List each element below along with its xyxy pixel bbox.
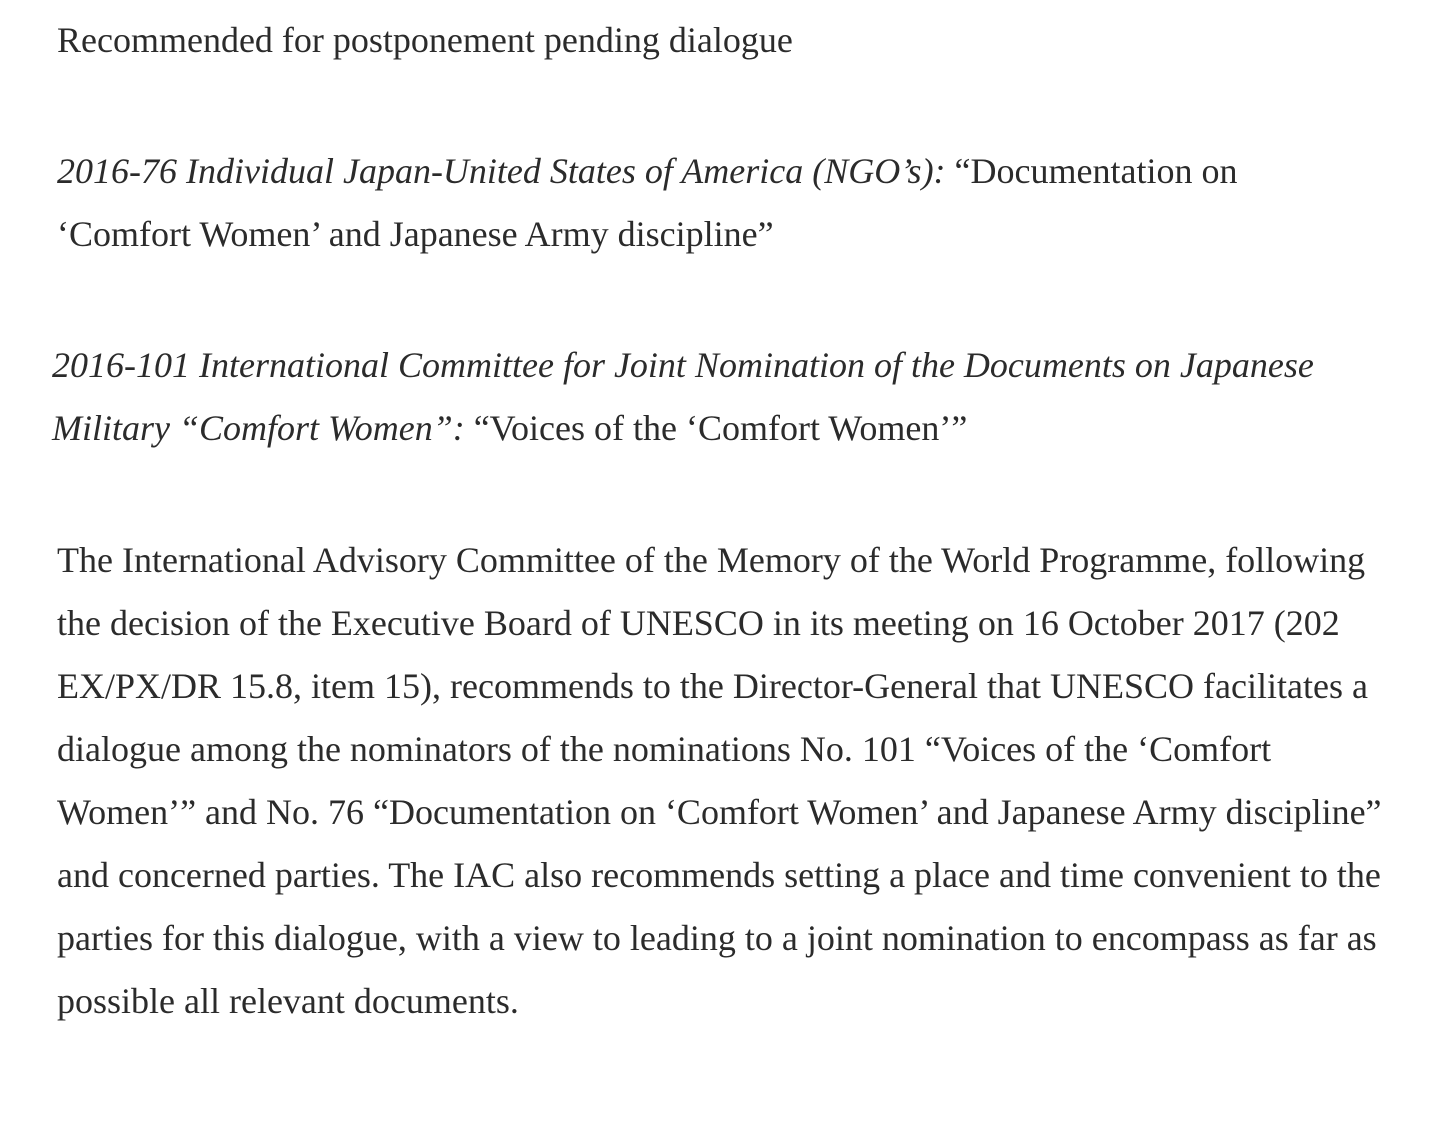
recommendation-paragraph: The International Advisory Committee of the Memory of the World Programme, following the decision of the Executive Board of UNESCO in its meeting on 16 October 2017 (202 EX/PX/DR 15.8, item 15), recommends to the Director-General that UNESCO facilitates a dialogue among the nominators of the nominations No. 101 “Voices of the ‘Comfort Women’” and No. 76 “Documentation on ‘Comfort Women’ and Japanese Army discipline” and concerned parties. The IAC also recommends setting a place and time convenient to the parties for this dialogue, with a view to leading to a joint nomination to encompass as far as possible all relevant documents. — [57, 540, 1382, 1021]
nomination-reference: 2016-76 Individual Japan-United States of America (NGO’s): — [57, 151, 946, 191]
nomination-title: “Documentation on ‘Comfort Women’ and Japanese Army discipline” — [57, 151, 1238, 254]
nomination-entry — [57, 140, 1377, 266]
status-line: Recommended for postponement pending dialogue — [57, 20, 793, 60]
nomination-entry — [52, 334, 1382, 460]
nomination-reference: 2016-101 International Committee for Joint Nomination of the Documents on Japanese Military “Comfort Women”: — [52, 345, 1314, 448]
nomination-title: “Voices of the ‘Comfort Women’” — [473, 408, 968, 448]
